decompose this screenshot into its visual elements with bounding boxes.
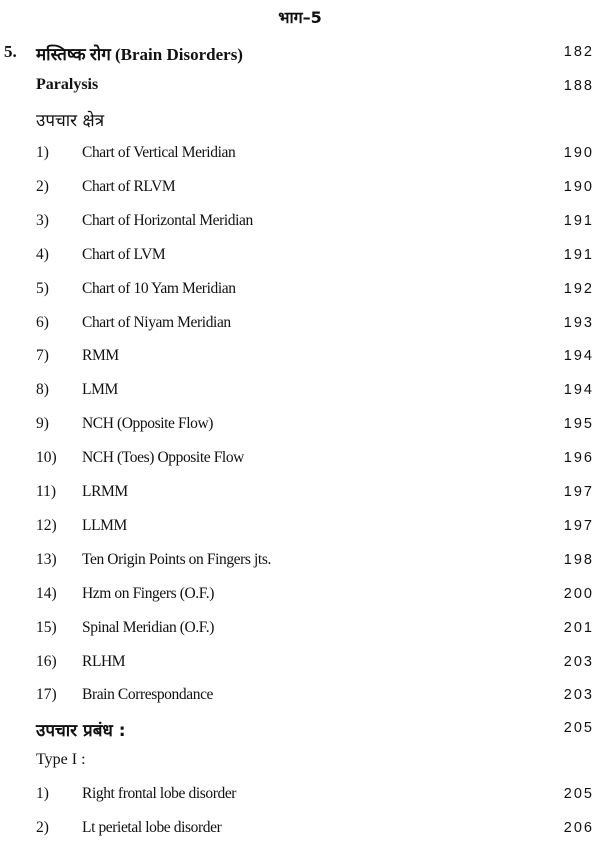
item-number: 1): [36, 144, 49, 161]
item-label: RMM: [82, 347, 119, 365]
item-label: Chart of 10 Yam Meridian: [82, 279, 236, 297]
chapter-page: 182: [563, 44, 594, 60]
item-page: 197: [563, 484, 594, 500]
chapter-row: [0, 42, 600, 66]
item-page: 190: [563, 145, 594, 161]
item-number: 11): [36, 483, 57, 500]
item-number: 2): [36, 177, 49, 195]
list-item: [0, 144, 600, 168]
item-label: Hzm on Fingers (O.F.): [82, 584, 215, 602]
list-item: [0, 246, 600, 270]
list-item: [0, 653, 600, 677]
list-item: [0, 686, 600, 710]
paralysis-title: Paralysis: [36, 76, 99, 93]
item-number: 16): [36, 652, 57, 670]
item-label: Brain Correspondance: [82, 686, 214, 704]
type-label-row: [0, 751, 600, 775]
list-item: [0, 280, 600, 304]
item-number: 9): [36, 415, 49, 433]
list-item: [0, 212, 600, 236]
list-item: [0, 551, 600, 575]
item-label: NCH (Opposite Flow): [82, 415, 214, 433]
item-number: 3): [36, 211, 49, 229]
item-page: 197: [563, 517, 594, 534]
type-label: Type I :: [36, 751, 86, 768]
item-label: LRMM: [82, 483, 128, 500]
list-item: [0, 381, 600, 405]
item-page: 192: [563, 280, 594, 297]
item-label: Ten Origin Points on Fingers jts.: [82, 550, 271, 568]
list-item: [0, 785, 600, 809]
item-page: 190: [563, 178, 594, 195]
item-page: 194: [563, 348, 594, 365]
list-item: [0, 585, 600, 609]
list-item: [0, 517, 600, 541]
item-number: 10): [36, 449, 57, 467]
item-label: LMM: [82, 381, 118, 399]
treatment-plan-title: उपचार प्रबंध :: [36, 721, 126, 741]
paralysis-page: 188: [563, 78, 594, 94]
chapter-title: मस्तिष्क रोग (Brain Disorders): [36, 45, 243, 64]
item-number: 2): [36, 818, 49, 836]
item-page: 200: [563, 585, 594, 602]
item-page: 194: [563, 382, 594, 399]
part-title: भाग–5: [278, 8, 322, 27]
list-item: [0, 483, 600, 507]
item-page: 203: [563, 653, 594, 670]
list-item: [0, 415, 600, 439]
list-item: [0, 347, 600, 371]
item-number: 1): [36, 785, 49, 802]
list-item: [0, 449, 600, 473]
item-number: 12): [36, 516, 57, 534]
item-label: LLMM: [82, 516, 127, 534]
treatment-plan-row: [0, 718, 600, 742]
item-page: 191: [563, 246, 594, 263]
item-label: Chart of RLVM: [82, 177, 176, 195]
item-label: Chart of LVM: [82, 245, 166, 263]
item-page: 198: [563, 551, 594, 568]
item-page: 206: [563, 819, 594, 836]
item-number: 7): [36, 347, 49, 365]
item-label: RLHM: [82, 652, 126, 670]
list-item: [0, 314, 600, 338]
item-page: 201: [563, 619, 594, 636]
paralysis-row: [0, 76, 600, 100]
list-item: [0, 819, 600, 843]
item-label: Chart of Niyam Meridian: [82, 313, 231, 331]
item-page: 195: [563, 416, 594, 433]
item-number: 15): [36, 618, 57, 636]
item-number: 14): [36, 584, 57, 602]
item-number: 17): [36, 686, 57, 704]
list-item: [0, 178, 600, 202]
item-number: 5): [36, 279, 49, 297]
chapter-number: 5.: [4, 42, 17, 61]
treatment-area-heading-row: [0, 108, 600, 132]
item-label: Lt perietal lobe disorder: [82, 818, 222, 836]
item-number: 13): [36, 550, 57, 568]
treatment-area-heading: उपचार क्षेत्र: [36, 111, 105, 131]
item-number: 4): [36, 245, 49, 263]
item-number: 6): [36, 313, 49, 331]
item-label: NCH (Toes) Opposite Flow: [82, 449, 244, 467]
item-page: 191: [563, 212, 594, 229]
item-number: 8): [36, 381, 49, 399]
item-label: Chart of Vertical Meridian: [82, 144, 236, 161]
item-label: Spinal Meridian (O.F.): [82, 618, 215, 636]
item-page: 196: [563, 450, 594, 467]
list-item: [0, 619, 600, 643]
item-label: Chart of Horizontal Meridian: [82, 211, 253, 229]
item-page: 193: [563, 314, 594, 331]
item-label: Right frontal lobe disorder: [82, 785, 237, 802]
treatment-plan-page: 205: [563, 720, 594, 736]
item-page: 203: [563, 687, 594, 704]
item-page: 205: [563, 786, 594, 802]
